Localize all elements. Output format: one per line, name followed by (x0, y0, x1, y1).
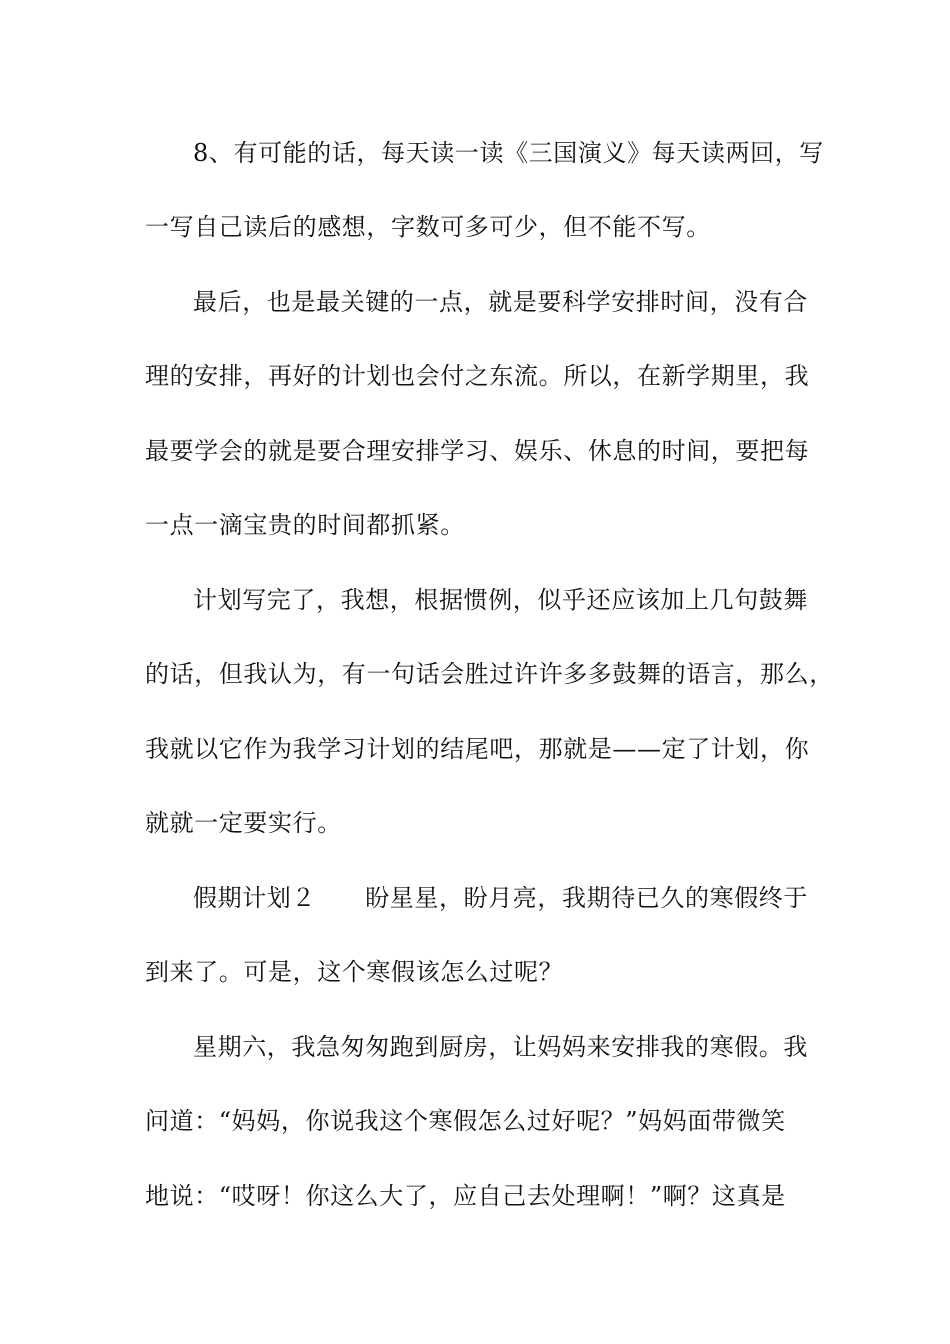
text-line-8: 的话，但我认为，有一句话会胜过许许多多鼓舞的语言，那么， (145, 660, 834, 688)
text-line-14: 问道：“妈妈，你说我这个寒假怎么过好呢？”妈妈面带微笑 (145, 1107, 786, 1135)
text-line-11: 假期计划２ 盼星星，盼月亮，我期待已久的寒假终于 (193, 884, 808, 912)
text-line-13: 星期六，我急匆匆跑到厨房，让妈妈来安排我的寒假。我 (193, 1033, 808, 1061)
text-line-7: 计划写完了，我想，根据惯例，似乎还应该加上几句鼓舞 (193, 586, 808, 614)
text-line-3: 最后，也是最关键的一点，就是要科学安排时间，没有合 (193, 288, 808, 316)
text-line-2: 一写自己读后的感想，字数可多可少，但不能不写。 (145, 213, 711, 241)
text-line-1: 8、有可能的话，每天读一读《三国演义》每天读两回，写 (193, 139, 824, 167)
text-line-15: 地说：“哎呀！你这么大了，应自己去处理啊！”啊？这真是 (145, 1182, 786, 1210)
text-line-5: 最要学会的就是要合理安排学习、娱乐、休息的时间，要把每 (145, 437, 810, 465)
text-line-10: 就就一定要实行。 (145, 809, 342, 837)
text-line-6: 一点一滴宝贵的时间都抓紧。 (145, 511, 465, 539)
text-line-12: 到来了。可是，这个寒假该怎么过呢？ (145, 958, 564, 986)
text-line-4: 理的安排，再好的计划也会付之东流。所以，在新学期里，我 (145, 362, 810, 390)
text-line-9: 我就以它作为我学习计划的结尾吧，那就是——定了计划，你 (145, 735, 810, 763)
